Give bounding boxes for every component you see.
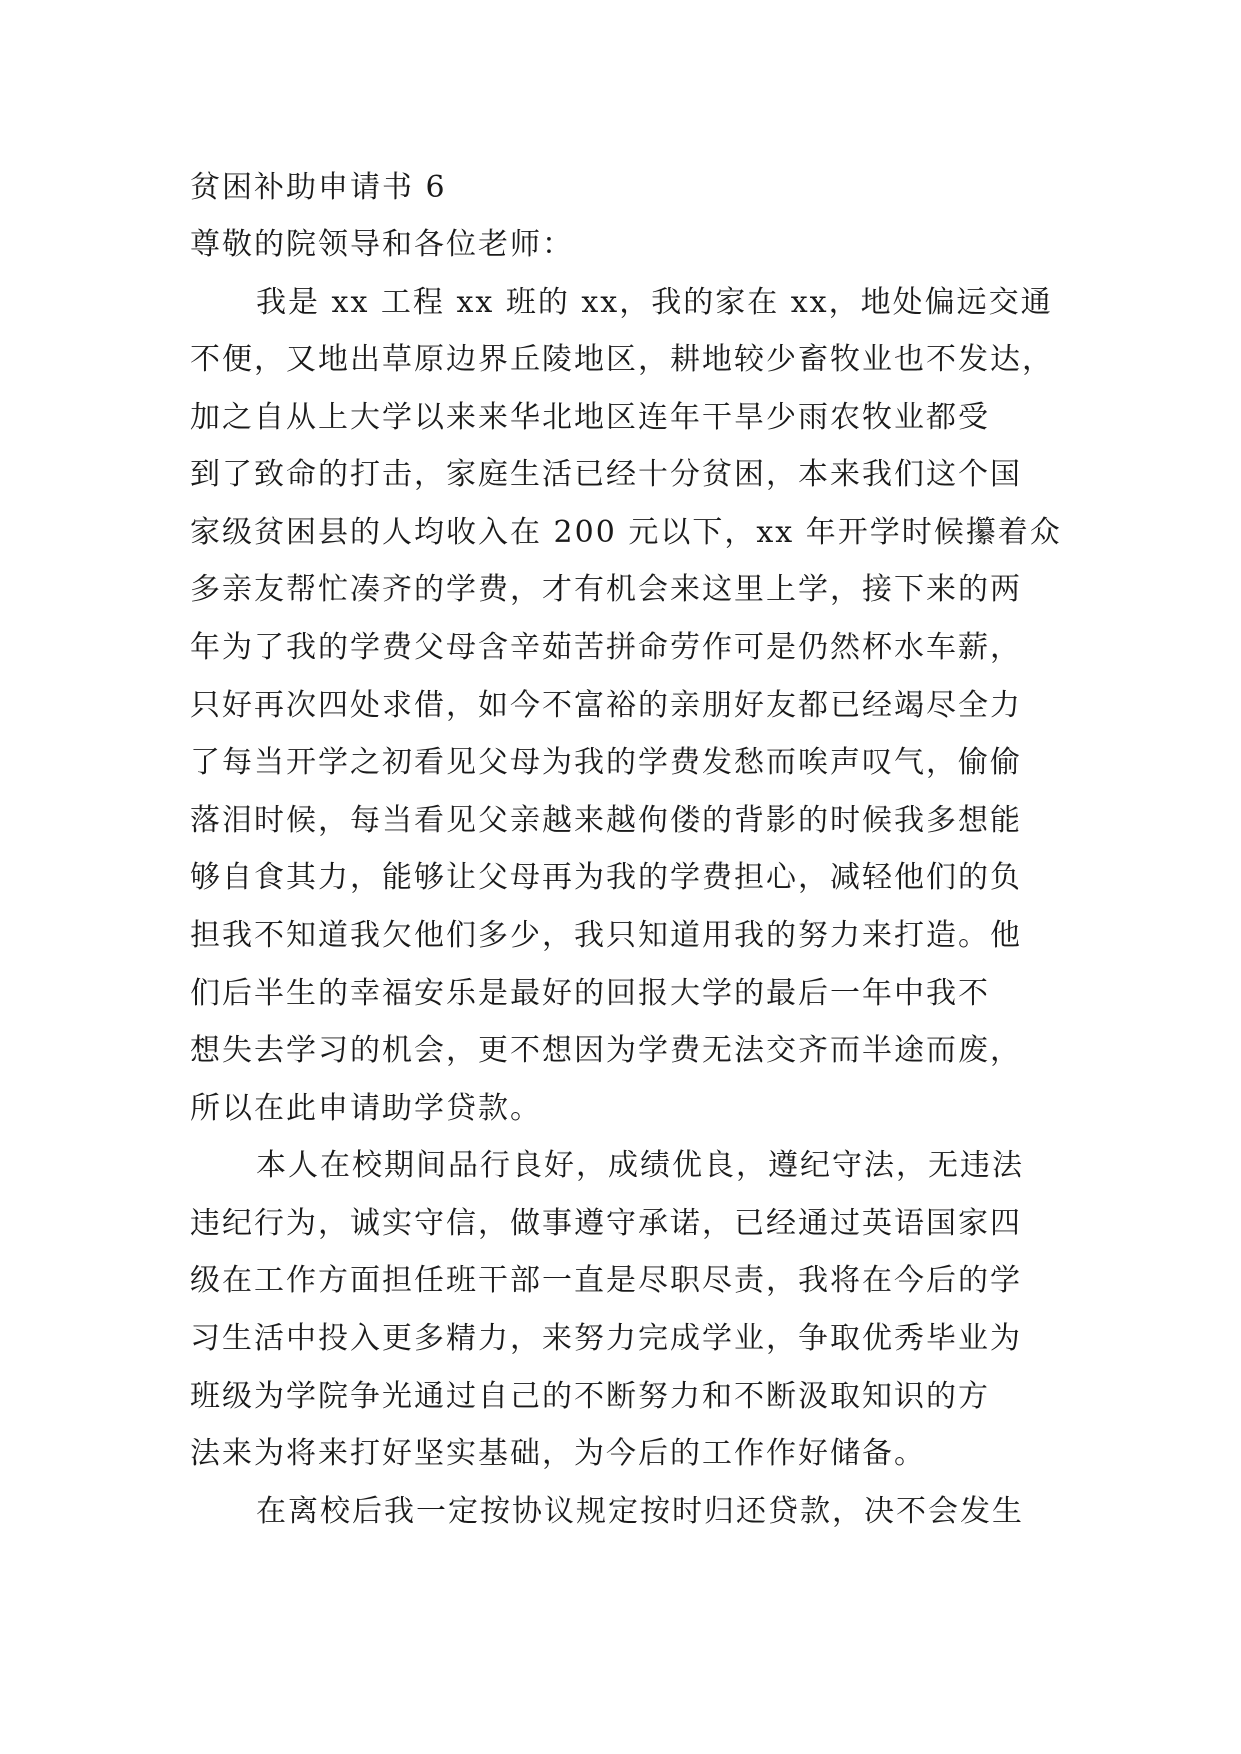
- paragraph-line: 班级为学院争光通过自己的不断努力和不断汲取知识的方: [190, 1379, 990, 1414]
- paragraph-line: 只好再次四处求借，如今不富裕的亲朋好友都已经竭尽全力: [190, 688, 1022, 723]
- paragraph-line: 加之自从上大学以来来华北地区连年干旱少雨农牧业都受: [190, 400, 990, 435]
- paragraph-line: 我是 xx 工程 xx 班的 xx，我的家在 xx，地处偏远交通: [256, 285, 1053, 320]
- paragraph-line: 想失去学习的机会，更不想因为学费无法交齐而半途而废，: [190, 1033, 1022, 1068]
- paragraph-line: 了每当开学之初看见父母为我的学费发愁而唉声叹气，偷偷: [190, 745, 1022, 780]
- paragraph-line: 多亲友帮忙凑齐的学费，才有机会来这里上学，接下来的两: [190, 572, 1022, 607]
- paragraph-line: 家级贫困县的人均收入在 200 元以下，xx 年开学时候攥着众: [190, 515, 1062, 550]
- paragraph-line: 落泪时候，每当看见父亲越来越佝偻的背影的时候我多想能: [190, 803, 1022, 838]
- paragraph-line: 级在工作方面担任班干部一直是尽职尽责，我将在今后的学: [190, 1263, 1022, 1298]
- paragraph-line: 年为了我的学费父母含辛茹苦拼命劳作可是仍然杯水车薪，: [190, 630, 1022, 665]
- salutation: 尊敬的院领导和各位老师：: [190, 227, 574, 262]
- document-title: 贫困补助申请书 6: [190, 170, 447, 205]
- paragraph-line: 习生活中投入更多精力，来努力完成学业，争取优秀毕业为: [190, 1321, 1022, 1356]
- paragraph-line: 到了致命的打击，家庭生活已经十分贫困，本来我们这个国: [190, 457, 1022, 492]
- paragraph-line: 在离校后我一定按协议规定按时归还贷款，决不会发生: [256, 1494, 1024, 1529]
- paragraph-line: 担我不知道我欠他们多少，我只知道用我的努力来打造。他: [190, 918, 1022, 953]
- paragraph-line: 所以在此申请助学贷款。: [190, 1091, 542, 1126]
- paragraph-line: 不便，又地出草原边界丘陵地区，耕地较少畜牧业也不发达，: [190, 342, 1054, 377]
- paragraph-line: 们后半生的幸福安乐是最好的回报大学的最后一年中我不: [190, 976, 990, 1011]
- paragraph-line: 本人在校期间品行良好，成绩优良，遵纪守法，无违法: [256, 1148, 1024, 1183]
- paragraph-line: 够自食其力，能够让父母再为我的学费担心，减轻他们的负: [190, 860, 1022, 895]
- paragraph-line: 法来为将来打好坚实基础，为今后的工作作好储备。: [190, 1436, 926, 1471]
- paragraph-line: 违纪行为，诚实守信，做事遵守承诺，已经通过英语国家四: [190, 1206, 1022, 1241]
